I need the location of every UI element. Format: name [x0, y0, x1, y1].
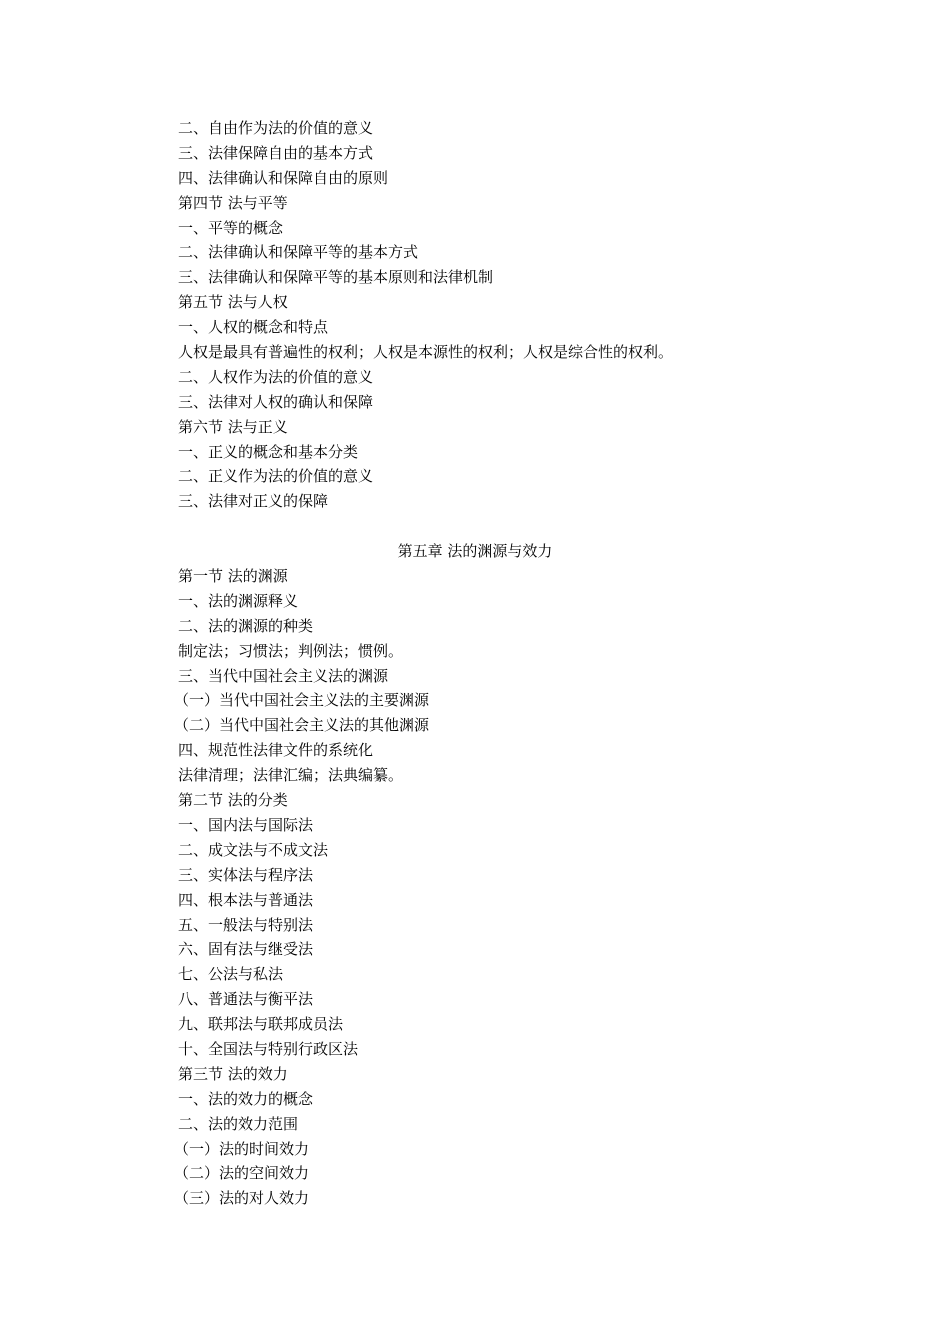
text-line: 九、联邦法与联邦成员法 — [178, 1015, 344, 1034]
text-line: 一、正义的概念和基本分类 — [178, 442, 359, 461]
paragraph-text: 制定法；习惯法；判例法；惯例。 — [178, 641, 404, 660]
text-line: 四、根本法与普通法 — [178, 890, 314, 909]
text-line: 三、法律对人权的确认和保障 — [178, 392, 374, 411]
text-line: 十、全国法与特别行政区法 — [178, 1039, 359, 1058]
section-heading: 第六节 法与正义 — [178, 417, 288, 436]
section-heading: 第四节 法与平等 — [178, 193, 288, 212]
text-line: 二、法的渊源的种类 — [178, 616, 314, 635]
section-heading: 第三节 法的效力 — [178, 1064, 288, 1083]
sub-item: （三）法的对人效力 — [174, 1189, 310, 1208]
section-heading: 第二节 法的分类 — [178, 791, 288, 810]
text-line: 五、一般法与特别法 — [178, 915, 314, 934]
text-line: 二、自由作为法的价值的意义 — [178, 119, 374, 137]
text-line: 一、平等的概念 — [178, 218, 284, 237]
text-line: 八、普通法与衡平法 — [178, 990, 314, 1009]
text-line: 三、法律对正义的保障 — [178, 492, 329, 511]
sub-item: （一）当代中国社会主义法的主要渊源 — [174, 691, 430, 710]
text-line: 四、规范性法律文件的系统化 — [178, 741, 374, 760]
text-line: 一、人权的概念和特点 — [178, 318, 329, 337]
blank-line — [178, 514, 778, 539]
text-line: 三、当代中国社会主义法的渊源 — [178, 666, 389, 685]
document-body — [174, 116, 778, 1211]
text-line: 二、正义作为法的价值的意义 — [178, 467, 374, 486]
text-line: 一、国内法与国际法 — [178, 815, 314, 834]
chapter-title: 第五章 法的渊源与效力 — [397, 542, 553, 561]
text-line: 三、实体法与程序法 — [178, 865, 314, 884]
paragraph-text: 法律清理；法律汇编；法典编纂。 — [178, 766, 404, 785]
text-line: 二、法的效力范围 — [178, 1114, 299, 1133]
text-line: 二、法律确认和保障平等的基本方式 — [178, 243, 419, 262]
text-line: 二、成文法与不成文法 — [178, 840, 329, 859]
sub-item: （二）法的空间效力 — [174, 1164, 310, 1183]
text-line: 七、公法与私法 — [178, 965, 284, 984]
text-line: 二、人权作为法的价值的意义 — [178, 367, 374, 386]
sub-item: （一）法的时间效力 — [174, 1139, 310, 1158]
section-heading: 第一节 法的渊源 — [178, 567, 288, 586]
text-line: 一、法的渊源释义 — [178, 591, 299, 610]
text-line: 六、固有法与继受法 — [178, 940, 314, 959]
text-line: 三、法律确认和保障平等的基本原则和法律机制 — [178, 268, 494, 287]
section-heading: 第五节 法与人权 — [178, 293, 288, 312]
text-line: 四、法律确认和保障自由的原则 — [178, 168, 389, 187]
text-line: 三、法律保障自由的基本方式 — [178, 143, 374, 162]
sub-item: （二）当代中国社会主义法的其他渊源 — [174, 716, 430, 735]
paragraph-text: 人权是最具有普遍性的权利；人权是本源性的权利；人权是综合性的权利。 — [178, 343, 674, 362]
text-line: 一、法的效力的概念 — [178, 1089, 314, 1108]
